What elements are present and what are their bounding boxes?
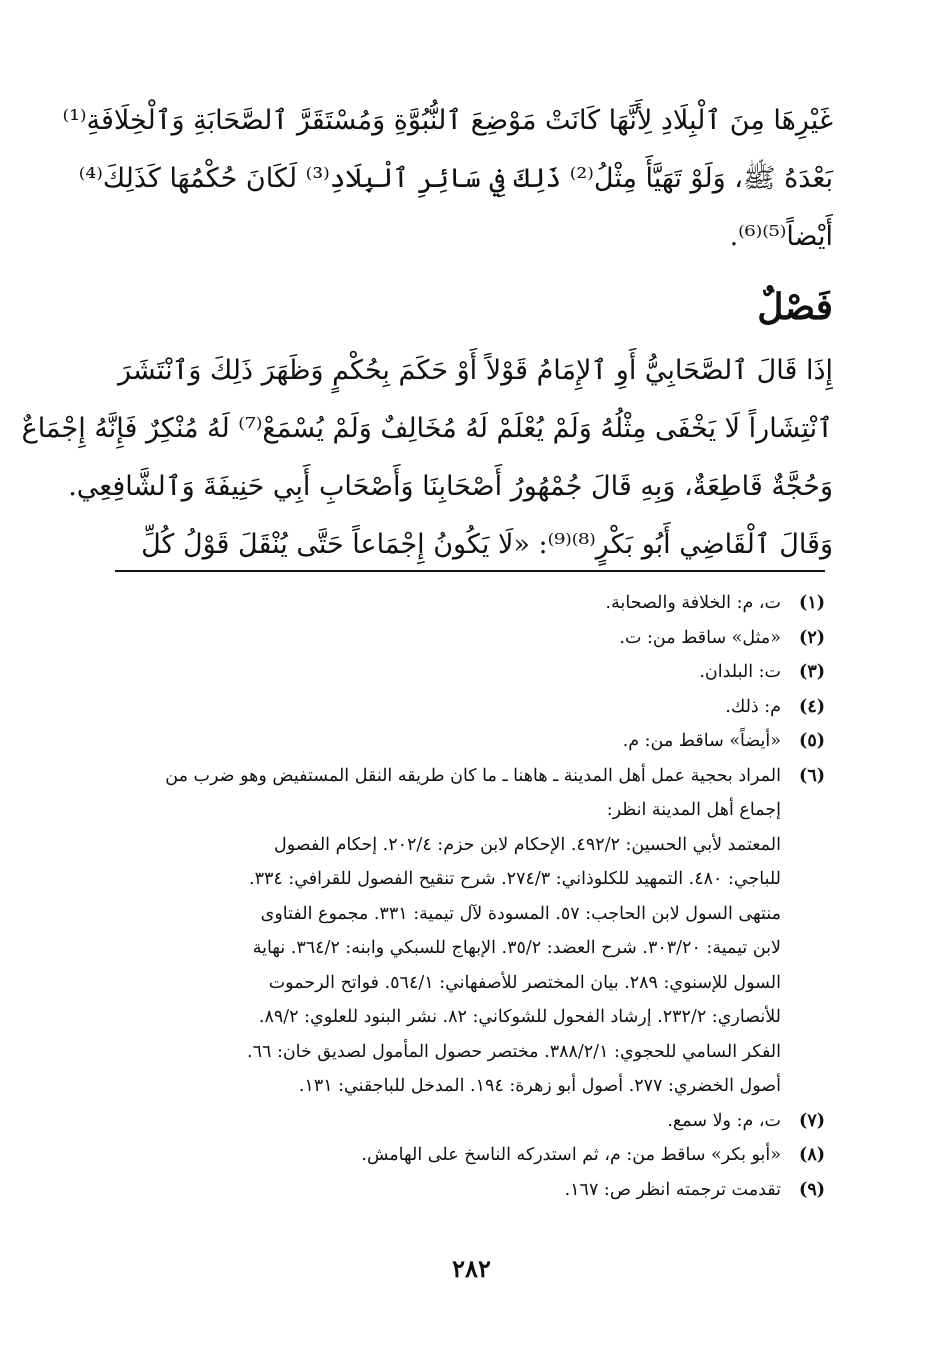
footnote-text: السول للإسنوي: ٢٨٩. بيان المختصر للأصفهاني: ٥٦٤/١. فواتح الرحموت bbox=[268, 972, 781, 993]
footnote-number: (٢) bbox=[799, 627, 825, 648]
text-line: أَيْضاً⁽⁵⁾⁽⁶⁾. bbox=[729, 221, 833, 252]
text-line: إِذَا قَالَ ٱلصَّحَابِيُّ أَوِ ٱلإِمَامُ قَوْلاً أَوْ حَكَمَ بِحُكْمٍ وَظَهَرَ ذَلِكَ وَٱنْتَشَرَ bbox=[117, 355, 833, 386]
footnotes bbox=[105, 586, 825, 1207]
page-number: ٢٨٢ bbox=[452, 1254, 491, 1283]
footnote-6 bbox=[105, 759, 825, 1104]
footnote-text: إجماع أهل المدينة انظر: bbox=[606, 800, 781, 820]
footnote-text: «مثل» ساقط من: ت. bbox=[619, 627, 781, 648]
footnote-text: ت، م: الخلافة والصحابة. bbox=[605, 593, 781, 613]
paragraph-3 bbox=[98, 516, 833, 574]
text-line: وَقَالَ ٱلْقَاضِي أَبُو بَكْرٍ⁽⁸⁾⁽⁹⁾: «لَا يَكُونُ إِجْمَاعاً حَتَّى يُنْقَلَ قَوْلُ كُلِّ bbox=[141, 529, 833, 560]
footnote-number: (٩) bbox=[799, 1179, 825, 1200]
paragraph-1 bbox=[62, 92, 833, 266]
footnote-7 bbox=[105, 1104, 825, 1139]
footnote-5 bbox=[105, 724, 825, 759]
footnote-4 bbox=[105, 690, 825, 725]
footnote-text: للباجي: ٤٨٠. التمهيد للكلوذاني: ٢٧٤/٣. شرح تنقيح الفصول للقرافي: ٣٣٤. bbox=[248, 869, 781, 889]
footnote-text: الفكر السامي للحجوي: ٣٨٨/٢/١. مختصر حصول المأمول لصديق خان: ٦٦. bbox=[246, 1041, 781, 1062]
text-line: ٱنْتِشَاراً لَا يَخْفَى مِثْلُهُ وَلَمْ يُعْلَمْ لَهُ مُخَالِفٌ وَلَمْ يُسْمَعْ⁽⁷⁾ لَهُ مُنْكِرٌ فَإِنَّهُ إِجْمَاعٌ bbox=[21, 413, 833, 444]
footnote-number: (٤) bbox=[799, 696, 825, 717]
footnote-separator bbox=[115, 570, 825, 572]
footnote-text: للأنصاري: ٢٣٢/٢. إرشاد الفحول للشوكاني: ٨٢. نشر البنود للعلوي: ٨٩/٢. bbox=[258, 1007, 781, 1027]
footnote-number: (٧) bbox=[799, 1110, 825, 1131]
footnote-text: المعتمد لأبي الحسين: ٤٩٢/٢. الإحكام لابن حزم: ٢٠٢/٤. إحكام الفصول bbox=[274, 834, 781, 855]
footnote-number: (٦) bbox=[799, 765, 825, 786]
footnote-text: «أيضاً» ساقط من: م. bbox=[622, 731, 781, 751]
footnote-number: (٣) bbox=[799, 662, 825, 682]
footnote-1 bbox=[105, 586, 825, 621]
footnote-text: المراد بحجية عمل أهل المدينة ـ هاهنا ـ ما كان طريقه النقل المستفيض وهو ضرب من bbox=[165, 765, 781, 786]
footnote-9 bbox=[105, 1173, 825, 1208]
text-line: بَعْدَهُ ﷺ، وَلَوْ تَهَيَّأَ مِثْلُ⁽²⁾ ذَلِكَ فِي سَائِرِ ٱلْبِلَادِ⁽³⁾ لَكَانَ حُكْمُهَا كَذَلِكَ⁽⁴⁾ bbox=[78, 163, 833, 194]
footnote-number: (٥) bbox=[799, 731, 825, 751]
footnote-text: تقدمت ترجمته انظر ص: ١٦٧. bbox=[564, 1179, 781, 1200]
footnote-text: منتهى السول لابن الحاجب: ٥٧. المسودة لآل تيمية: ٣٣١. مجموع الفتاوى bbox=[260, 903, 781, 924]
footnote-text: م: ذلك. bbox=[725, 696, 781, 717]
footnote-text: ت، م: ولا سمع. bbox=[667, 1110, 781, 1131]
footnote-3 bbox=[105, 655, 825, 690]
footnote-text: لابن تيمية: ٣٠٣/٢٠. شرح العضد: ٣٥/٢. الإبهاج للسبكي وابنه: ٣٦٤/٢. نهاية bbox=[252, 938, 781, 958]
paragraph-2 bbox=[21, 342, 833, 516]
footnote-text: «أبو بكر» ساقط من: م، ثم استدركه الناسخ على الهامش. bbox=[361, 1145, 781, 1165]
footnote-2 bbox=[105, 621, 825, 656]
section-heading: فَصْلٌ bbox=[757, 286, 833, 328]
footnote-text: أصول الخضري: ٢٧٧. أصول أبو زهرة: ١٩٤. المدخل للباجقني: ١٣١. bbox=[298, 1076, 781, 1096]
text-line: وَحُجَّةٌ قَاطِعَةٌ، وَبِهِ قَالَ جُمْهُورُ أَصْحَابِنَا وَأَصْحَابِ أَبِي حَنِيفَةَ وَٱلشَّافِعِي. bbox=[68, 471, 833, 502]
footnote-8 bbox=[105, 1138, 825, 1173]
text-line: غَيْرِهَا مِنَ ٱلْبِلَادِ لِأَنَّهَا كَانَتْ مَوْضِعَ ٱلنُّبُوَّةِ وَمُسْتَقَرَّ ٱلصَّحَابَةِ وَٱلْخِلَافَةِ⁽¹⁾ bbox=[62, 105, 833, 136]
footnote-number: (١) bbox=[799, 593, 825, 613]
footnote-text: ت: البلدان. bbox=[699, 662, 781, 682]
footnote-number: (٨) bbox=[799, 1145, 825, 1165]
main-text bbox=[21, 92, 833, 574]
